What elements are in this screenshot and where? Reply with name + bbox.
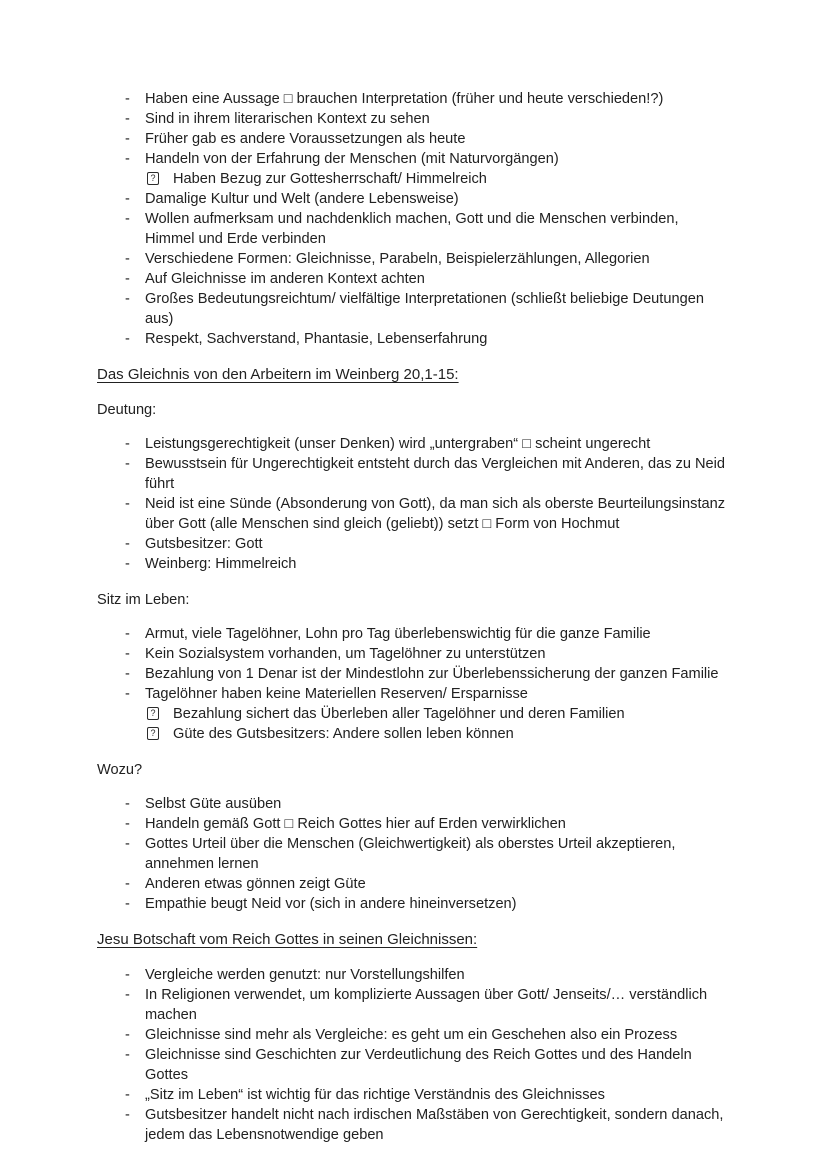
- dash-bullet-icon: -: [125, 1107, 130, 1123]
- list-item: [97, 1085, 732, 1105]
- list-item-text: Sind in ihrem literarischen Kontext zu sehen: [145, 111, 430, 127]
- list-item: [97, 985, 732, 1025]
- list-item: [97, 794, 732, 814]
- dash-bullet-icon: -: [125, 686, 130, 702]
- list-item: [97, 149, 732, 169]
- list-item: [97, 624, 732, 644]
- list-item: [97, 329, 732, 349]
- dash-bullet-icon: -: [125, 271, 130, 287]
- list-item-text: Auf Gleichnisse im anderen Kontext achten: [145, 271, 425, 287]
- list-item: [97, 249, 732, 269]
- dash-bullet-icon: -: [125, 191, 130, 207]
- dash-bullet-icon: -: [125, 796, 130, 812]
- list-item-text: Güte des Gutsbesitzers: Andere sollen leben können: [173, 726, 514, 742]
- section-heading: Das Gleichnis von den Arbeitern im Weinberg 20,1-15:: [97, 366, 459, 383]
- list-item-text: Großes Bedeutungsreichtum/ vielfältige Interpretationen (schließt beliebige Deutungen aus): [145, 291, 704, 327]
- list-item: [97, 684, 732, 704]
- list-item-text: Kein Sozialsystem vorhanden, um Tagelöhner zu unterstützen: [145, 646, 546, 662]
- list-item: [97, 724, 732, 744]
- dash-bullet-icon: -: [125, 91, 130, 107]
- list-item: [97, 289, 732, 329]
- dash-bullet-icon: -: [125, 1047, 130, 1063]
- section-label: Sitz im Leben:: [97, 592, 190, 608]
- dash-bullet-icon: -: [125, 666, 130, 682]
- list-item: [97, 269, 732, 289]
- list-item-text: Haben eine Aussage □ brauchen Interpretation (früher und heute verschieden!?): [145, 91, 664, 107]
- missing-glyph-box-icon: ?: [147, 707, 159, 720]
- missing-glyph-box-icon: ?: [147, 727, 159, 740]
- dash-bullet-icon: -: [125, 456, 130, 472]
- list-item: [97, 814, 732, 834]
- list-item-text: Neid ist eine Sünde (Absonderung von Gott), da man sich als oberste Beurteilungsinstanz über Gott (alle Menschen sind gleich (geliebt)) setzt □ Form von Hochmut: [145, 496, 726, 532]
- list-item-text: Bewusstsein für Ungerechtigkeit entsteht durch das Vergleichen mit Anderen, das zu Neid führt: [145, 456, 726, 492]
- list-item-text: Armut, viele Tagelöhner, Lohn pro Tag überlebenswichtig für die ganze Familie: [145, 626, 651, 642]
- list-item: [97, 554, 732, 574]
- list-item: [97, 189, 732, 209]
- section-label: Deutung:: [97, 402, 157, 418]
- list-item: [97, 129, 732, 149]
- list-item-text: Respekt, Sachverstand, Phantasie, Lebenserfahrung: [145, 331, 488, 347]
- dash-bullet-icon: -: [125, 536, 130, 552]
- list-item: [97, 1025, 732, 1045]
- list-item: [97, 874, 732, 894]
- list-item: [97, 834, 732, 874]
- bullet-list: [97, 624, 732, 744]
- missing-glyph-box-icon: ?: [147, 172, 159, 185]
- dash-bullet-icon: -: [125, 291, 130, 307]
- bullet-list: [97, 434, 732, 574]
- dash-bullet-icon: -: [125, 151, 130, 167]
- list-item-text: Haben Bezug zur Gottesherrschaft/ Himmelreich: [173, 171, 487, 187]
- list-item-text: Anderen etwas gönnen zeigt Güte: [145, 876, 366, 892]
- dash-bullet-icon: -: [125, 211, 130, 227]
- dash-bullet-icon: -: [125, 556, 130, 572]
- list-item: [97, 454, 732, 494]
- list-item: [97, 434, 732, 454]
- dash-bullet-icon: -: [125, 111, 130, 127]
- dash-bullet-icon: -: [125, 1087, 130, 1103]
- list-item: [97, 1105, 732, 1145]
- list-item-text: Wollen aufmerksam und nachdenklich machen, Gott und die Menschen verbinden, Himmel und Erde verbinden: [145, 211, 679, 247]
- list-item-text: Handeln gemäß Gott □ Reich Gottes hier auf Erden verwirklichen: [145, 816, 566, 832]
- dash-bullet-icon: -: [125, 251, 130, 267]
- list-item: [97, 664, 732, 684]
- section-label: Wozu?: [97, 762, 143, 778]
- dash-bullet-icon: -: [125, 646, 130, 662]
- dash-bullet-icon: -: [125, 131, 130, 147]
- list-item-text: Gleichnisse sind mehr als Vergleiche: es geht um ein Geschehen also ein Prozess: [145, 1027, 678, 1043]
- list-item: [97, 169, 732, 189]
- list-item: [97, 644, 732, 664]
- list-item: [97, 109, 732, 129]
- list-item-text: Gottes Urteil über die Menschen (Gleichwertigkeit) als oberstes Urteil akzeptieren, annehmen lernen: [145, 836, 676, 872]
- list-item-text: Gutsbesitzer handelt nicht nach irdischen Maßstäben von Gerechtigkeit, sondern danach, jedem das Lebensnotwendige geben: [145, 1107, 724, 1143]
- list-item-text: Früher gab es andere Voraussetzungen als heute: [145, 131, 466, 147]
- list-item-text: Vergleiche werden genutzt: nur Vorstellungshilfen: [145, 967, 465, 983]
- list-item-text: Tagelöhner haben keine Materiellen Reserven/ Ersparnisse: [145, 686, 528, 702]
- list-item-text: „Sitz im Leben“ ist wichtig für das richtige Verständnis des Gleichnisses: [145, 1087, 605, 1103]
- list-item: [97, 965, 732, 985]
- dash-bullet-icon: -: [125, 496, 130, 512]
- dash-bullet-icon: -: [125, 331, 130, 347]
- list-item-text: Verschiedene Formen: Gleichnisse, Parabeln, Beispielerzählungen, Allegorien: [145, 251, 650, 267]
- dash-bullet-icon: -: [125, 876, 130, 892]
- list-item: [97, 534, 732, 554]
- section-heading: Jesu Botschaft vom Reich Gottes in seinen Gleichnissen:: [97, 931, 478, 948]
- dash-bullet-icon: -: [125, 896, 130, 912]
- list-item: [97, 89, 732, 109]
- list-item-text: Handeln von der Erfahrung der Menschen (mit Naturvorgängen): [145, 151, 559, 167]
- list-item-text: Bezahlung sichert das Überleben aller Tagelöhner und deren Familien: [173, 706, 625, 722]
- dash-bullet-icon: -: [125, 836, 130, 852]
- list-item-text: Gutsbesitzer: Gott: [145, 536, 263, 552]
- bullet-list: [97, 965, 732, 1145]
- list-item-text: Selbst Güte ausüben: [145, 796, 282, 812]
- dash-bullet-icon: -: [125, 967, 130, 983]
- dash-bullet-icon: -: [125, 816, 130, 832]
- list-item: [97, 704, 732, 724]
- list-item: [97, 1045, 732, 1085]
- bullet-list: [97, 794, 732, 914]
- list-item-text: Empathie beugt Neid vor (sich in andere hineinversetzen): [145, 896, 517, 912]
- dash-bullet-icon: -: [125, 626, 130, 642]
- dash-bullet-icon: -: [125, 1027, 130, 1043]
- list-item: [97, 894, 732, 914]
- bullet-list: [97, 89, 732, 349]
- list-item-text: In Religionen verwendet, um komplizierte Aussagen über Gott/ Jenseits/… verständlich machen: [145, 987, 708, 1023]
- list-item-text: Damalige Kultur und Welt (andere Lebensweise): [145, 191, 459, 207]
- list-item-text: Bezahlung von 1 Denar ist der Mindestlohn zur Überlebenssicherung der ganzen Familie: [145, 666, 719, 682]
- dash-bullet-icon: -: [125, 987, 130, 1003]
- list-item-text: Leistungsgerechtigkeit (unser Denken) wird „untergraben“ □ scheint ungerecht: [145, 436, 651, 452]
- list-item-text: Gleichnisse sind Geschichten zur Verdeutlichung des Reich Gottes und des Handeln Gottes: [145, 1047, 692, 1083]
- list-item: [97, 494, 732, 534]
- dash-bullet-icon: -: [125, 436, 130, 452]
- list-item: [97, 209, 732, 249]
- list-item-text: Weinberg: Himmelreich: [145, 556, 297, 572]
